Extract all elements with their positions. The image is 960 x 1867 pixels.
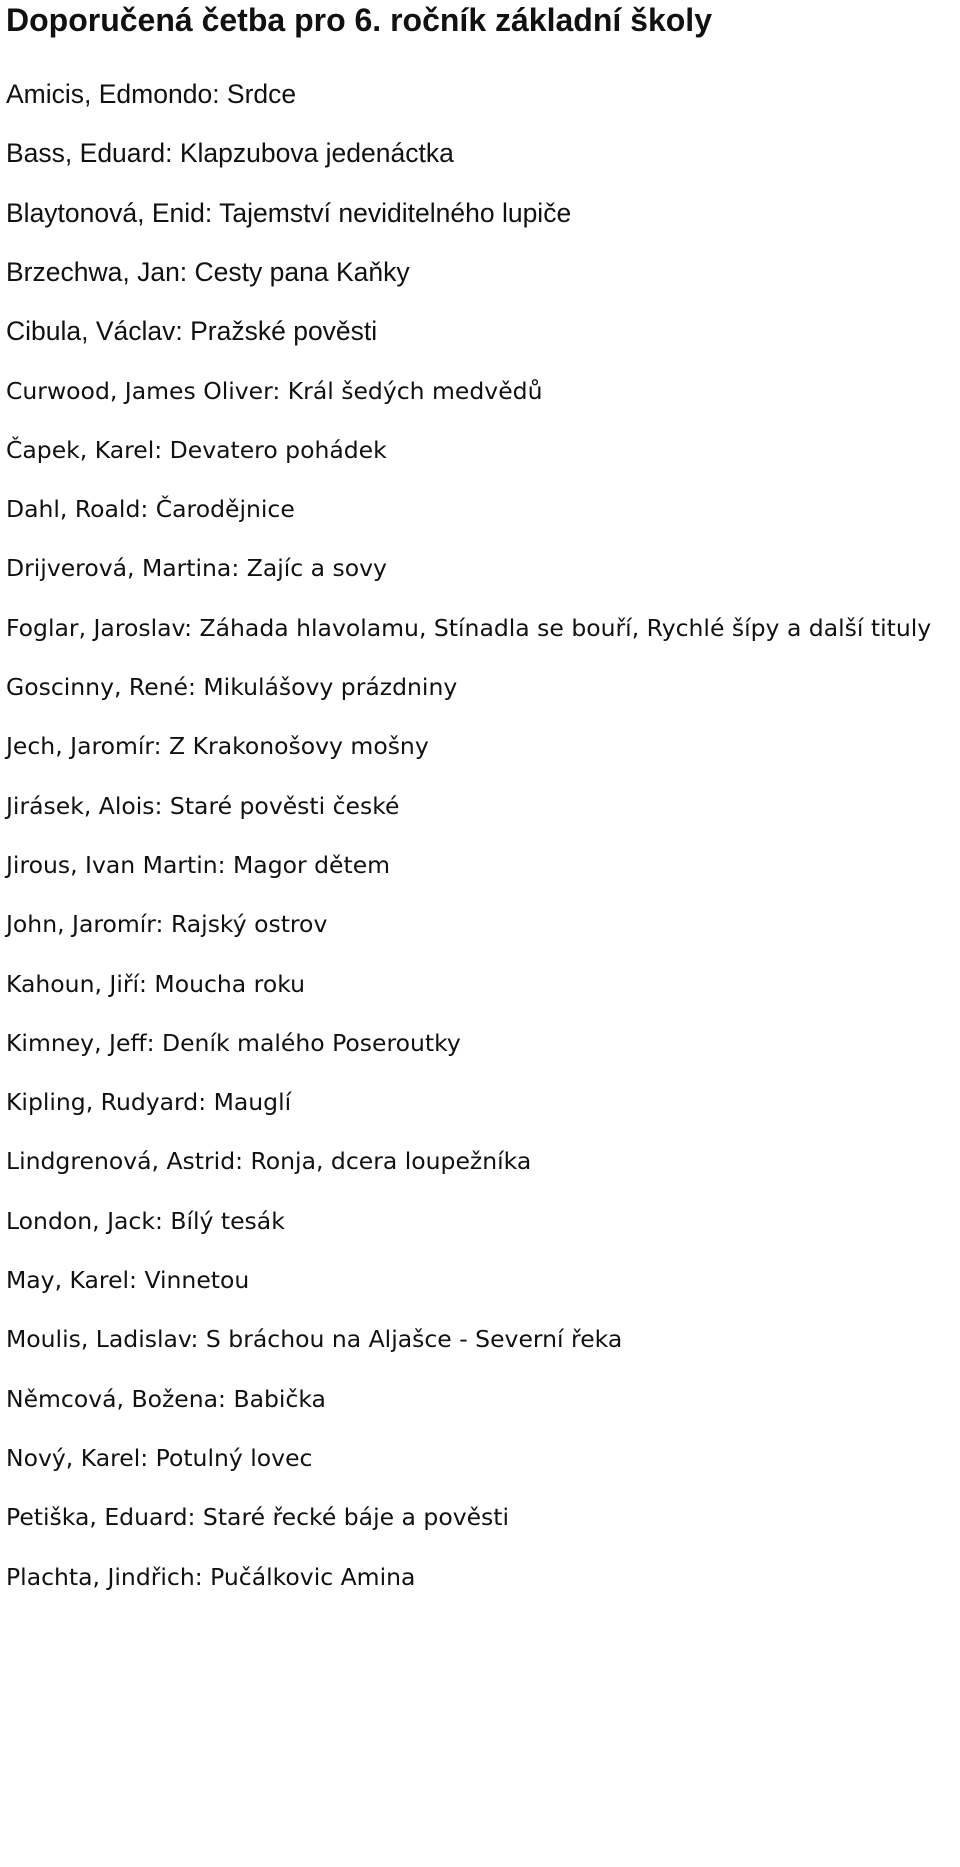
list-item: Drijverová, Martina: Zajíc a sovy [6, 554, 387, 583]
list-item: Jirásek, Alois: Staré pověsti české [6, 791, 400, 820]
list-item: Moulis, Ladislav: S bráchou na Aljašce - Severní řeka [6, 1325, 623, 1354]
list-item: Bass, Eduard: Klapzubova jedenáctka [6, 138, 454, 169]
list-item: Dahl, Roald: Čarodějnice [6, 495, 295, 524]
list-item: Kipling, Rudyard: Mauglí [6, 1088, 292, 1117]
page-title: Doporučená četba pro 6. ročník základní školy [6, 2, 712, 38]
list-item: Cibula, Václav: Pražské pověsti [6, 316, 378, 347]
list-item: John, Jaromír: Rajský ostrov [6, 910, 328, 939]
list-item: Plachta, Jindřich: Pučálkovic Amina [6, 1562, 416, 1591]
list-item: Jirous, Ivan Martin: Magor dětem [6, 850, 391, 879]
list-item: Amicis, Edmondo: Srdce [6, 79, 297, 109]
list-item: Němcová, Božena: Babička [6, 1384, 326, 1413]
list-item: Curwood, James Oliver: Král šedých medvědů [6, 376, 543, 405]
list-item: Lindgrenová, Astrid: Ronja, dcera loupežníka [6, 1147, 532, 1176]
list-item: Brzechwa, Jan: Cesty pana Kaňky [6, 256, 410, 287]
list-item: Petiška, Eduard: Staré řecké báje a pověsti [6, 1503, 510, 1532]
list-item: Nový, Karel: Potulný lovec [6, 1443, 313, 1472]
list-item: Kahoun, Jiří: Moucha roku [6, 969, 305, 998]
list-item: Jech, Jaromír: Z Krakonošovy mošny [6, 732, 429, 761]
list-item: Blaytonová, Enid: Tajemství neviditelného lupiče [6, 197, 572, 228]
list-item: London, Jack: Bílý tesák [6, 1206, 285, 1235]
list-item: Kimney, Jeff: Deník malého Poseroutky [6, 1028, 461, 1057]
list-item: May, Karel: Vinnetou [6, 1266, 250, 1294]
list-item: Foglar, Jaroslav: Záhada hlavolamu, Stínadla se bouří, Rychlé šípy a další tituly [6, 613, 932, 642]
list-item: Goscinny, René: Mikulášovy prázdniny [6, 673, 458, 701]
list-item: Čapek, Karel: Devatero pohádek [6, 435, 387, 464]
